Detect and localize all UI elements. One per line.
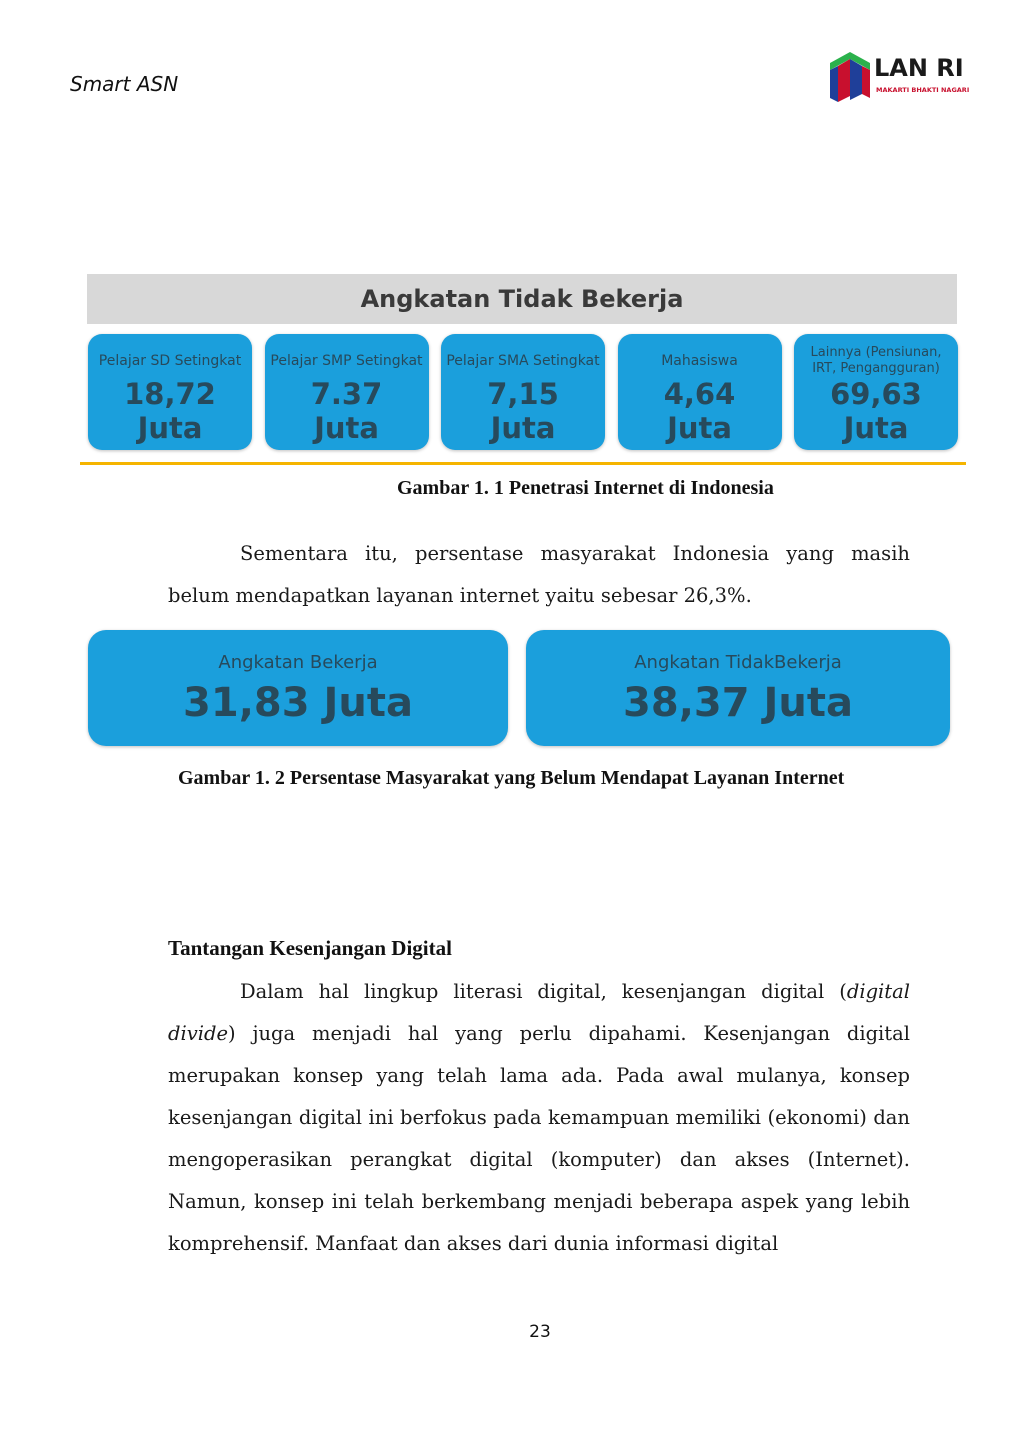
stat-card-label: Angkatan Bekerja <box>218 652 378 673</box>
logo-tagline: MAKARTI BHAKTI NAGARI <box>876 86 970 94</box>
stat-card-value: 18,72 <box>124 377 216 411</box>
running-header-title: Smart ASN <box>70 72 179 96</box>
stat-card-angkatan-tidak-bekerja <box>526 630 950 746</box>
paragraph-internet-percentage <box>168 533 910 617</box>
page-number: 23 <box>529 1322 551 1342</box>
stat-card-label: Pelajar SMA Setingkat <box>446 353 600 369</box>
stat-card-label: Pelajar SD Setingkat <box>98 353 242 369</box>
stat-card-mahasiswa <box>618 334 782 450</box>
stat-card-value: 38,37 Juta <box>623 680 853 726</box>
stat-card-lainnya <box>794 334 958 450</box>
stat-card-label: Lainnya (Pensiunan, IRT, Pengangguran) <box>810 345 942 376</box>
figure-1-accent-line <box>80 462 966 465</box>
stat-card-value: 69,63 <box>830 377 922 411</box>
stat-card-value: 7,15 <box>487 377 559 411</box>
stat-card-label: Mahasiswa <box>661 353 738 369</box>
stat-card-unit: Juta <box>314 411 379 445</box>
stat-card-value: 31,83 Juta <box>183 680 413 726</box>
paragraph-text: Sementara itu, persentase masyarakat Indonesia yang masih belum mendapatkan layanan internet yaitu sebesar 26,3%. <box>168 542 910 607</box>
stat-card-value: 4,64 <box>663 377 736 411</box>
stat-card-sd <box>88 334 252 450</box>
italic-term: digital divide <box>168 980 910 1045</box>
section-heading: Tantangan Kesenjangan Digital <box>168 936 452 960</box>
lan-ri-logo <box>828 50 978 112</box>
stat-card-smp <box>265 334 429 450</box>
logo-wordmark: LAN RI <box>874 54 964 82</box>
stat-card-unit: Juta <box>490 411 556 445</box>
paragraph-digital-divide <box>168 971 910 1265</box>
stat-card-sma <box>441 334 605 450</box>
figure-2 <box>88 630 952 748</box>
stat-card-unit: Juta <box>667 411 732 445</box>
stat-card-angkatan-bekerja <box>88 630 508 746</box>
stat-card-label: Angkatan TidakBekerja <box>634 652 842 673</box>
lan-ri-logo-icon <box>828 50 872 110</box>
figure-1 <box>80 264 966 466</box>
figure-1-caption: Gambar 1. 1 Penetrasi Internet di Indonesia <box>397 477 774 499</box>
paragraph-text: Dalam hal lingkup literasi digital, kesenjangan digital ( <box>240 980 847 1003</box>
stat-card-value: 7.37 <box>310 377 383 411</box>
stat-card-label: Pelajar SMP Setingkat <box>270 353 423 369</box>
figure-2-caption: Gambar 1. 2 Persentase Masyarakat yang Belum Mendapat Layanan Internet <box>178 767 845 789</box>
figure-1-banner: Angkatan Tidak Bekerja <box>87 274 957 324</box>
stat-card-unit: Juta <box>843 411 909 445</box>
figure-1-cards <box>88 334 958 452</box>
paragraph-text: ) juga menjadi hal yang perlu dipahami. Kesenjangan digital merupakan konsep yang telah lama ada. Pada awal mulanya, konsep kesenjangan digital ini berfokus pada kemampuan memiliki (ekonomi) dan mengoperasikan perangkat digital (komputer) dan akses (Internet). Namun, konsep ini telah berkembang menjadi beberapa aspek yang lebih komprehensif. Manfaat dan akses dari dunia informasi digital <box>168 1022 910 1255</box>
stat-card-unit: Juta <box>137 411 203 445</box>
